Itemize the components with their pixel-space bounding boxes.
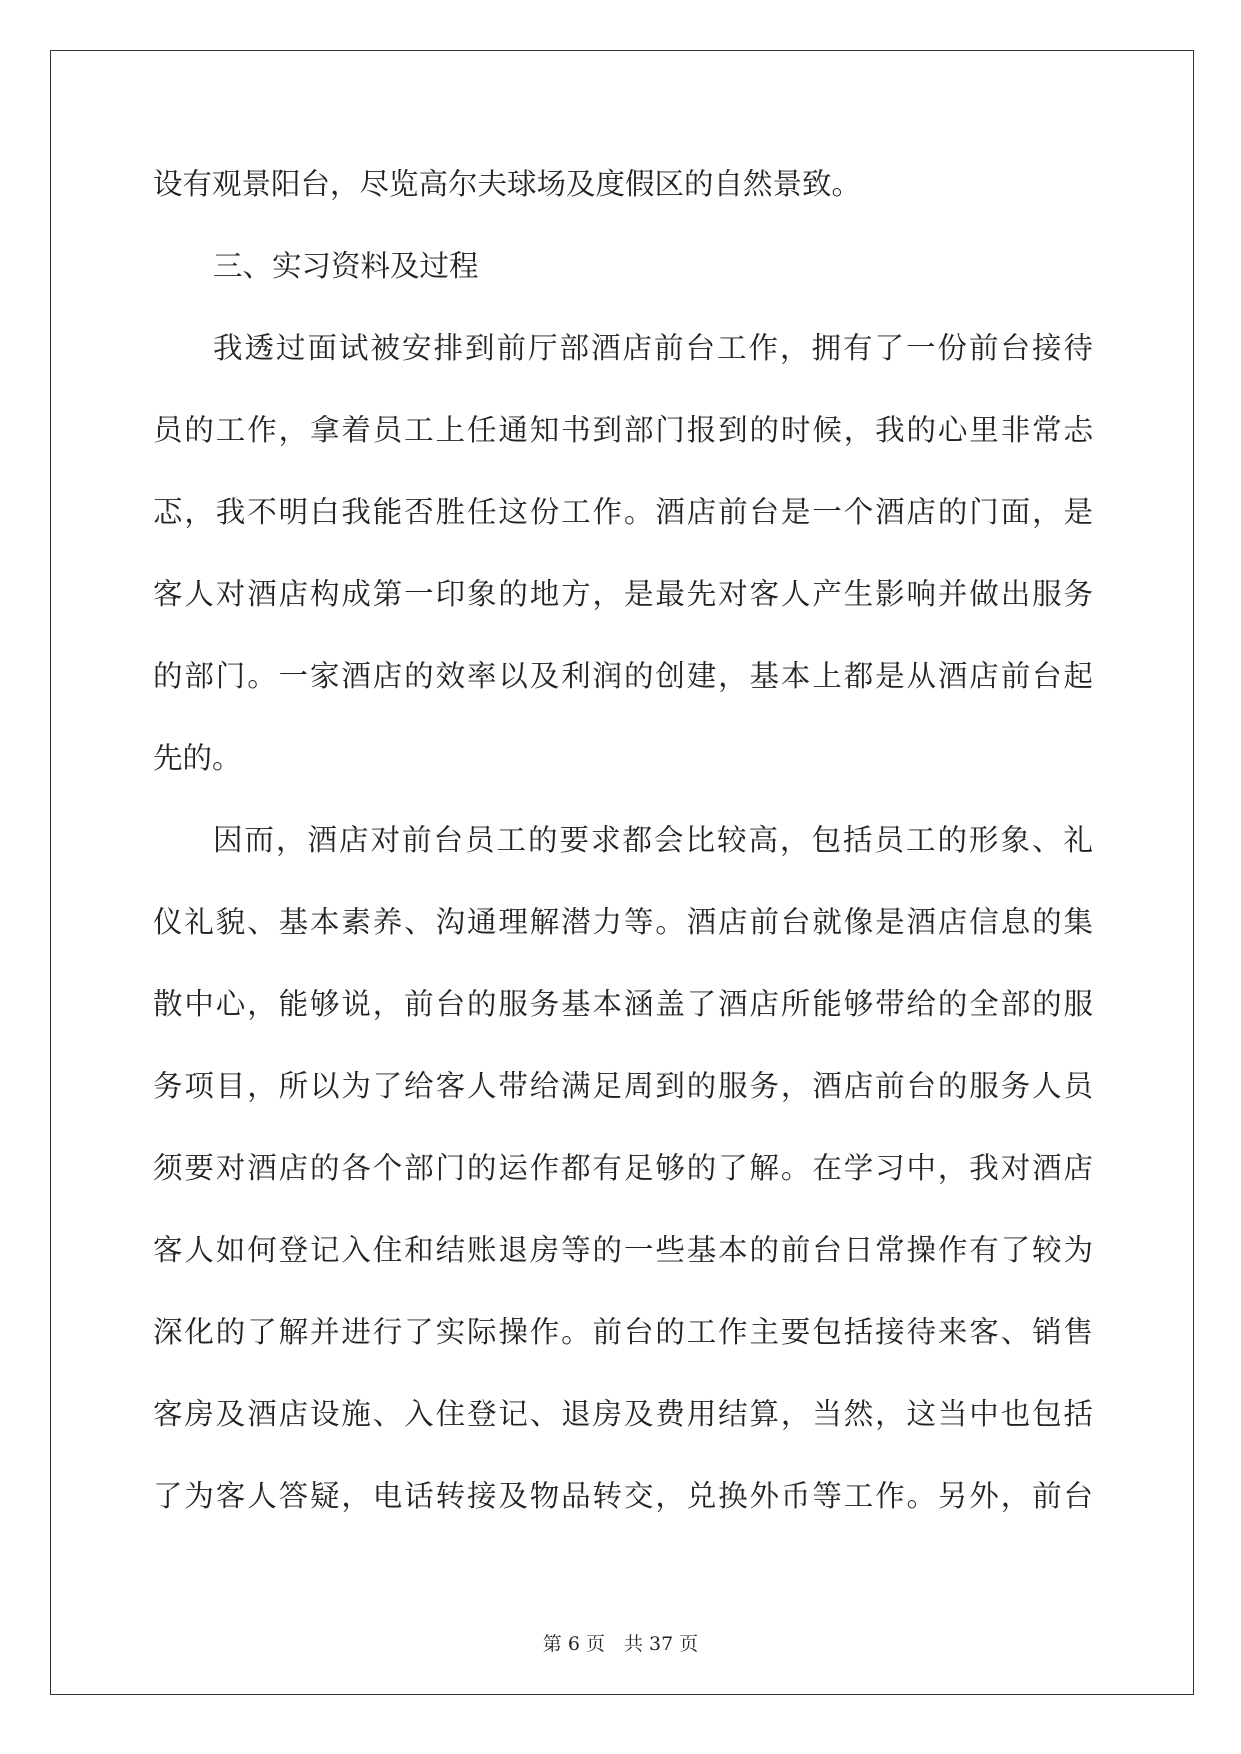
paragraph-line: 务项目，所以为了给客人带给满足周到的服务，酒店前台的服务人员	[153, 1069, 1093, 1103]
paragraph-line: 深化的了解并进行了实际操作。前台的工作主要包括接待来客、销售	[153, 1315, 1093, 1349]
paragraph-line: 客房及酒店设施、入住登记、退房及费用结算，当然，这当中也包括	[153, 1397, 1093, 1431]
paragraph-line: 设有观景阳台，尽览高尔夫球场及度假区的自然景致。	[153, 167, 862, 201]
paragraph-line: 客人如何登记入住和结账退房等的一些基本的前台日常操作有了较为	[153, 1233, 1093, 1267]
paragraph-line: 的部门。一家酒店的效率以及利润的创建，基本上都是从酒店前台起	[153, 659, 1093, 693]
paragraph-line: 先的。	[153, 741, 242, 775]
paragraph-line: 须要对酒店的各个部门的运作都有足够的了解。在学习中，我对酒店	[153, 1151, 1093, 1185]
paragraph-line: 客人对酒店构成第一印象的地方，是最先对客人产生影响并做出服务	[153, 577, 1093, 611]
paragraph-line: 因而，酒店对前台员工的要求都会比较高，包括员工的形象、礼	[213, 823, 1093, 857]
paragraph-line: 散中心，能够说，前台的服务基本涵盖了酒店所能够带给的全部的服	[153, 987, 1093, 1021]
paragraph-line: 我透过面试被安排到前厅部酒店前台工作，拥有了一份前台接待	[213, 331, 1093, 365]
paragraph-line: 员的工作，拿着员工上任通知书到部门报到的时候，我的心里非常忐	[153, 413, 1093, 447]
paragraph-line: 仪礼貌、基本素养、沟通理解潜力等。酒店前台就像是酒店信息的集	[153, 905, 1093, 939]
section-heading: 三、实习资料及过程	[213, 249, 479, 283]
page-number-footer: 第 6 页 共 37 页	[542, 1633, 699, 1655]
paragraph-line: 了为客人答疑，电话转接及物品转交，兑换外币等工作。另外，前台	[153, 1479, 1093, 1513]
document-body	[153, 164, 1093, 1558]
paragraph-line: 忑，我不明白我能否胜任这份工作。酒店前台是一个酒店的门面，是	[153, 495, 1093, 529]
